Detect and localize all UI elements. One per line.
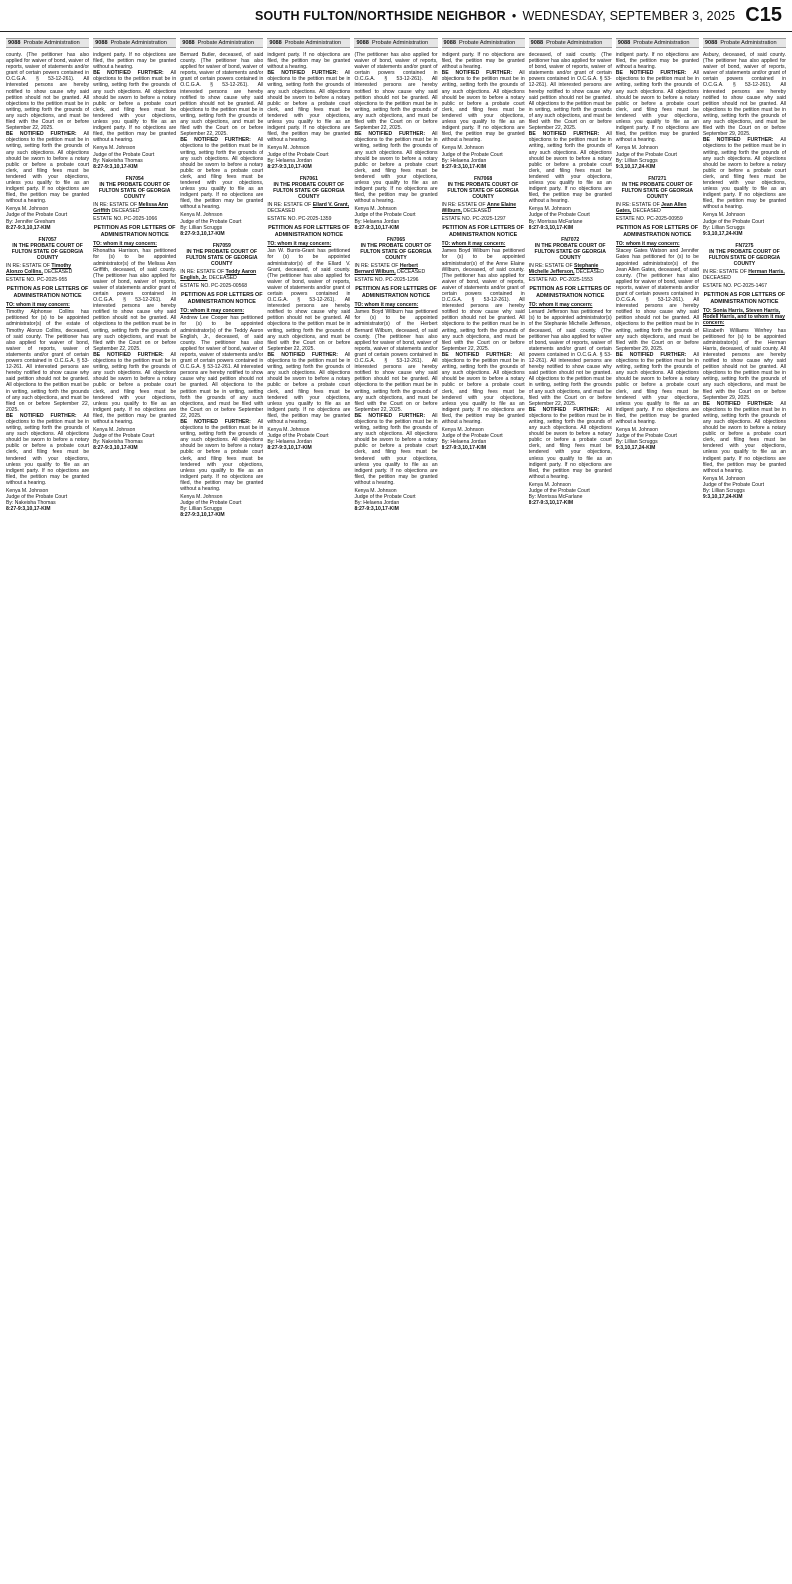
notice-text: indigent party. If no objections are filed, the petition may be granted without a hearing. xyxy=(615,52,699,71)
addressee-line: TO: whom it may concern: xyxy=(528,302,593,309)
objection-paragraph: BE NOTIFIED FURTHER: All objections to the petition must be in writing, setting forth the grounds of any such objections. All objections should be sworn to before a notary public or before a probate court clerk, and filing fees must be tendered with your objections, unless you qualify to file as an indigent party. If no objections are filed, the petition may be granted without a hearing. xyxy=(441,351,525,425)
notice-heading: FN7275 IN THE PROBATE COURT OF FULTON STATE OF GEORGIA COUNTY xyxy=(708,242,781,268)
notice-text: (The petitioner has also applied for waiver of bond, waiver of reports, waiver of statements and/or grant of certain powers contained in O.C.G.A. § 53-12-261). All interested persons are hereby notified to show cause why said petition should not be granted. All objections to the petition must be in writing, setting forth the grounds of any such objections, and must be filed with the Court on or before September 22, 2025. xyxy=(354,52,438,132)
objection-paragraph: BE NOTIFIED FURTHER: All objections to the petition must be in writing, setting forth the grounds of any such objections. All objections should be sworn to before a notary public or before a probate court clerk, and filing fees must be tendered with your objections, unless you qualify to file as an indigent party. If no objections are filed, the petition may be granted without a hearing. xyxy=(615,351,699,425)
notice-text: indigent party. If no objections are filed, the petition may be granted without a hearing. xyxy=(93,52,177,71)
estate-number: ESTATE NO. PC-2025-1296 xyxy=(354,277,419,284)
notice-body: Lenard Jefferson has petitioned for (s) to be appointed administrator(s) of the Stephanie Michelle Jefferson, deceased, of said county. (The petitioner has also applied for waiver of bond, waiver of reports, waiver of statements and/or grant of certain powers contained in O.C.G.A. § 53-12-261). All interested persons are hereby notified to show cause why said petition should not be granted. All objections to the petition must be in writing, setting forth the grounds of any such objections, and must be filed with the Court on or before September 22, 2025. xyxy=(528,309,612,407)
notice-heading: FN7061 IN THE PROBATE COURT OF FULTON STATE OF GEORGIA COUNTY xyxy=(273,175,345,201)
notice-signature: Kenya M. Johnson Judge of the Probate Court By: Jennifer Gresham 8:27-9:3,10,17-KIM xyxy=(6,206,68,231)
notice-continuation xyxy=(180,52,263,237)
decedent-name: Anne Elaine Wilburn, xyxy=(441,202,517,215)
objection-paragraph: BE NOTIFIED FURTHER: All objections to the petition must be in writing, setting forth the grounds of any such objections. All objections should be sworn to before a notary public or before a probate court clerk, and filing fees must be tendered with your objections, unless you qualify to file as an indigent party. If no objections are filed, the petition may be granted without a hearing. xyxy=(354,131,438,205)
objection-paragraph: BE NOTIFIED FURTHER: All objections to the petition must be in writing, setting forth the grounds of any such objections. All objections should be sworn to before a notary public or before a probate court clerk, and filing fees must be tendered with your objections, unless you qualify to file as an indigent party. If no objections are filed, the petition may be granted without a hearing. xyxy=(354,412,438,486)
estate-of: IN RE: ESTATE OF Jean Allen Gates, DECEASED xyxy=(615,202,687,215)
addressee-line: TO: whom it may concern: xyxy=(180,308,245,315)
notice xyxy=(529,237,612,507)
objection-paragraph: BE NOTIFIED FURTHER: All objections to the petition must be in writing, setting forth the grounds of any such objections. All objections should be sworn to before a notary public or before a probate court clerk, and filing fees must be tendered with your objections, unless you qualify to file as an indigent party. If no objections are filed, the petition may be granted without a hearing. xyxy=(6,412,90,486)
decedent-name: Melissa Ann Griffith xyxy=(93,202,169,215)
notice-column-3 xyxy=(180,38,263,1578)
addressee-line: TO: whom it may concern: xyxy=(6,302,70,309)
estate-of: IN RE: ESTATE OF Melissa Ann Griffith DECEASED xyxy=(93,202,169,215)
notice-signature: Kenya M. Johnson Judge of the Probate Court By: Helaena Jordan 8:27-9:3,10,17-KIM xyxy=(267,427,329,452)
notice-heading: FN7054 IN THE PROBATE COURT OF FULTON STATE OF GEORGIA COUNTY xyxy=(98,175,171,201)
notice-column-8 xyxy=(616,38,699,1578)
section-title: SOUTH FULTON/NORTHSIDE NEIGHBOR xyxy=(254,8,506,23)
estate-of: IN RE: ESTATE OF Anne Elaine Wilburn, DECEASED xyxy=(441,202,517,215)
estate-of: IN RE: ESTATE OF Herbert Bernard Wilburn, DECEASED xyxy=(354,263,426,276)
estate-of: IN RE: ESTATE OF Stephanie Michelle Jefferson, DECEASED xyxy=(528,263,604,276)
estate-number: ESTATE NO. PC-2025-1359 xyxy=(267,216,332,223)
notice-signature: Kenya M. Johnson Judge of the Probate Court By: Lillian Scruggs 9:3,10,17,24-KIM xyxy=(615,145,677,170)
estate-number: ESTATE NO. PC-2025-00568 xyxy=(180,283,248,290)
notice-signature: Kenya M. Johnson Judge of the Probate Court By: Helaena Jordan 8:27-9:3,10,17-KIM xyxy=(354,206,416,231)
petition-title: PETITION AS FOR LETTERS OF ADMINISTRATION NOTICE xyxy=(703,292,786,305)
notice-continuation xyxy=(6,52,89,231)
notice-signature: Kenya M. Johnson Judge of the Probate Court By: Helaena Jordan 8:27-9:3,10,17-KIM xyxy=(354,488,416,513)
notice xyxy=(354,237,437,513)
notice-body: Elizabeth Williams Winfrey has petitioned for (s) to be appointed administrator(s) of the Herman Harris, deceased, of said county. All interested persons are hereby notified to show cause why said petition should not be granted. All objections to the petition must be in writing, setting forth the grounds of any such objections, and must be filed with the Court on or before September 29, 2025. xyxy=(702,327,786,401)
notice-signature: Kenya M. Johnson Judge of the Probate Court By: Nakeisha Thomas 8:27-9:3,10,17-KIM xyxy=(93,427,155,452)
notice-signature: Kenya M. Johnson Judge of the Probate Court By: Lillian Scruggs 8:27-9:3,10,17-KIM xyxy=(180,494,242,519)
notice-column-5 xyxy=(354,38,437,1578)
notice xyxy=(442,176,525,452)
notice-heading: FN7068 IN THE PROBATE COURT OF FULTON STATE OF GEORGIA COUNTY xyxy=(447,175,519,201)
notice-continuation xyxy=(93,52,176,170)
notice-signature: Kenya M. Johnson Judge of the Probate Court By: Morrissa McFarlane 8:27-9:3,10,17-KIM xyxy=(528,481,590,507)
petition-title: PETITION AS FOR LETTERS OF ADMINISTRATION NOTICE xyxy=(355,286,437,299)
decedent-name: Ellard V. Grant, xyxy=(312,202,350,209)
notice-signature: Kenya M. Johnson Judge of the Probate Court By: Helaena Jordan 8:27-9:3,10,17-KIM xyxy=(267,145,329,170)
notice-heading: FN7271 IN THE PROBATE COURT OF FULTON STATE OF GEORGIA COUNTY xyxy=(621,175,694,201)
notice-signature: Kenya M. Johnson Judge of the Probate Court By: Morrissa McFarlane 8:27-9:3,10,17-KIM xyxy=(528,206,590,231)
decedent-name: Herbert Bernard Wilburn, xyxy=(354,263,418,276)
notice-continuation xyxy=(529,52,612,231)
page-header xyxy=(0,0,792,32)
addressee-line: TO: whom it may concern: xyxy=(354,302,419,309)
estate-number: ESTATE NO. PC-2025-1553 xyxy=(528,277,593,284)
objection-paragraph: BE NOTIFIED FURTHER: All objections to the petition must be in writing, setting forth the grounds of any such objections. All objections should be sworn to before a notary public or before a probate court clerk, and filing fees must be tendered with your objections, unless you qualify to file as an indigent party. If no objections are filed, the petition may be granted without a hearing. xyxy=(702,137,786,211)
notice-column-6 xyxy=(442,38,525,1578)
estate-of: IN RE: ESTATE OF Timothy Alonzo Collins, DECEASED xyxy=(6,263,73,276)
estate-number: ESTATE NO. PC-2025-955 xyxy=(6,277,68,284)
notice xyxy=(6,237,89,513)
estate-of: IN RE: ESTATE OF Ellard V. Grant, DECEASED xyxy=(267,202,350,215)
petition-title: PETITION AS FOR LETTERS OF ADMINISTRATION NOTICE xyxy=(180,292,263,305)
notice-continuation xyxy=(354,52,437,231)
decedent-name: Jean Allen Gates, xyxy=(615,202,687,215)
objection-paragraph: BE NOTIFIED FURTHER: All objections to the petition must be in writing, setting forth the grounds of any such objections. All objections should be sworn to before a notary public or before a probate court clerk, and filing fees must be tendered with your objections, unless you qualify to file as an indigent party. If no objections are filed, the petition may be granted without a hearing. xyxy=(267,70,351,144)
issue-date: WEDNESDAY, SEPTEMBER 3, 2025 xyxy=(522,8,736,23)
estate-number: ESTATE NO. PC-2025-1066 xyxy=(93,216,158,223)
notice-signature: Kenya M. Johnson Judge of the Probate Court By: Helaena Jordan 8:27-9:3,10,17-KIM xyxy=(441,427,503,452)
addressee-line: TO: Sonia Harris, Steven Harris, Rodell Harris, and to whom it may concern: xyxy=(702,308,785,327)
category-bar: 9088 Probate Administration xyxy=(267,38,350,48)
notice-signature: Kenya M. Johnson Judge of the Probate Court By: Helaena Jordan 8:27-9:3,10,17-KIM xyxy=(441,145,503,170)
notice-text: indigent party. If no objections are filed, the petition may be granted without a hearing. xyxy=(267,52,351,71)
category-bar: 9088 Probate Administration xyxy=(180,38,263,48)
objection-paragraph: BE NOTIFIED FURTHER: All objections to the petition must be in writing, setting forth the grounds of any such objections. All objections should be sworn to before a notary public or before a probate court clerk, and filing fees must be tendered with your objections, unless you qualify to file as an indigent party. If no objections are filed, the petition may be granted without a hearing. xyxy=(93,70,177,144)
notice-signature: Kenya M. Johnson Judge of the Probate Court By: Lillian Scruggs 9:3,10,17,24-KIM xyxy=(702,212,765,237)
category-bar: 9088 Probate Administration xyxy=(93,38,176,48)
notice xyxy=(703,243,786,500)
addressee-line: TO: whom it may concern: xyxy=(441,241,506,248)
notice-text: indigent party. If no objections are filed, the petition may be granted without a hearing. xyxy=(441,52,525,71)
notice-signature: Kenya M. Johnson Judge of the Probate Court By: Lillian Scruggs 9:3,10,17,24-KIM xyxy=(615,427,677,452)
category-bar: 9088 Probate Administration xyxy=(529,38,612,48)
addressee-line: TO: whom it may concern: xyxy=(93,241,157,248)
objection-paragraph: BE NOTIFIED FURTHER: All objections to the petition must be in writing, setting forth the grounds of any such objections. All objections should be sworn to before a notary public or before a probate court clerk, and filing fees must be tendered with your objections, unless you qualify to file as an indigent party. If no objections are filed, the petition may be granted without a hearing. xyxy=(267,351,351,425)
estate-of: IN RE: ESTATE OF Herman Harris, DECEASED xyxy=(702,269,785,282)
notice-body: Jan W. Burris-Grant has petitioned for (s) to be appointed administrator(s) of the Ellard V. Grant, deceased, of said county. (The petitioner has also applied for waiver of bond, waiver of reports, waiver of statements and/or grant of certain powers contained in O.C.G.A. § 53-12-261). All interested persons are hereby notified to show cause why said petition should not be granted. All objections to the petition must be in writing, setting forth the grounds of any such objections, and must be filed with the Court on or before September 22, 2025. xyxy=(267,248,351,352)
decedent-name: Herman Harris, xyxy=(748,269,785,276)
decedent-name: Stephanie Michelle Jefferson, xyxy=(528,263,599,276)
estate-number: ESTATE NO. PC-2025-1467 xyxy=(702,283,767,290)
estate-number: ESTATE NO. PC-2025-1297 xyxy=(441,216,506,223)
notice-text: Bernard Butler, deceased, of said county. (The petitioner has also applied for waiver of bond, waiver of reports, waiver of statements and/or grant of certain powers contained in O.C.G.A. § 53-12-261). All interested persons are hereby notified to show cause why said petition should not be granted. All objections to the petition must be in writing, setting forth the grounds of any such objections, and must be filed with the Court on or before September 22, 2025. xyxy=(180,52,264,138)
estate-of: IN RE: ESTATE OF Teddy Aaron English, Jr. DECEASED xyxy=(180,269,257,282)
notice-body: Stacey Gates Watson and Jennifer Gates has petitioned for (s) to be appointed administrator(s) of the Jean Allen Gates, deceased, of said county. (The petitioner has also applied for waiver of bond, waiver of reports, waiver of statements and/or grant of certain powers contained in O.C.G.A. § 53-12-261). All interested persons are hereby notified to show cause why said petition should not be granted. All objections to the petition must be in writing, setting forth the grounds of any such objections, and must be filed with the Court on or before September 29, 2025. xyxy=(615,248,699,352)
estate-number: ESTATE NO. PC-2025-00959 xyxy=(615,216,683,223)
notice-continuation xyxy=(442,52,525,170)
notice-heading: FN7065 IN THE PROBATE COURT OF FULTON STATE OF GEORGIA COUNTY xyxy=(360,236,432,261)
notice-continuation xyxy=(616,52,699,170)
petition-title: PETITION AS FOR LETTERS OF ADMINISTRATION NOTICE xyxy=(529,286,611,299)
objection-paragraph: BE NOTIFIED FURTHER: All objections to the petition must be in writing, setting forth the grounds of any such objections. All objections should be sworn to before a notary public or before a probate court clerk, and filing fees must be tendered with your objections, unless you qualify to file as an indigent party. If no objections are filed, the petition may be granted without a hearing. xyxy=(615,70,699,144)
notice-continuation xyxy=(703,52,786,237)
notice-text: deceased, of said county. (The petitioner has also applied for waiver of bond, waiver of reports, waiver of statements and/or grant of certain powers contained in O.C.G.A. § 53-12-261). All interested persons are hereby notified to show cause why said petition should not be granted. All objections to the petition must be in writing, setting forth the grounds of any such objections, and must be filed with the Court on or before September 22, 2025. xyxy=(528,52,612,132)
addressee-line: TO: whom it may concern: xyxy=(615,241,680,248)
notice-body: James Boyd Wilburn has petitioned for (s) to be appointed administrator(s) of the Herbert Bernard Wilburn, deceased, of said county. (The petitioner has also applied for waiver of bond, waiver of reports, waiver of statements and/or grant of certain powers contained in O.C.G.A. § 53-12-261). All interested persons are hereby notified to show cause why said petition should not be granted. All objections to the petition must be in writing, setting forth the grounds of any such objections, and must be filed with the Court on or before September 22, 2025. xyxy=(354,309,438,413)
notice xyxy=(93,176,176,452)
notice-column-1 xyxy=(6,38,89,1578)
notice-column-7 xyxy=(529,38,612,1578)
notice xyxy=(180,243,263,519)
petition-title: PETITION AS FOR LETTERS OF ADMINISTRATION NOTICE xyxy=(268,225,350,238)
objection-paragraph: BE NOTIFIED FURTHER: All objections to the petition must be in writing, setting forth the grounds of any such objections. All objections should be sworn to before a notary public or before a probate court clerk, and filing fees must be tendered with your objections, unless you qualify to file as an indigent party. If no objections are filed, the petition may be granted without a hearing. xyxy=(6,131,90,205)
page-number: C15 xyxy=(745,4,782,26)
notice-column-4 xyxy=(267,38,350,1578)
notice-text: Asbury, deceased, of said county. (The petitioner has also applied for waiver of bond, waiver of reports, waiver of statements and/or grant of certain powers contained in O.C.G.A. § 53-12-261). All interested persons are hereby notified to show cause why said petition should not be granted. All objections to the petition must be in writing, setting forth the grounds of any such objections, and must be filed with the Court on or before September 29, 2025. xyxy=(702,52,786,138)
addressee-line: TO: whom it may concern: xyxy=(267,241,332,248)
category-bar: 9088 Probate Administration xyxy=(6,38,89,48)
notice-signature: Kenya M. Johnson Judge of the Probate Court By: Lillian Scruggs 8:27-9:3,10,17-KIM xyxy=(180,212,242,237)
notice xyxy=(616,176,699,452)
objection-paragraph: BE NOTIFIED FURTHER: All objections to the petition must be in writing, setting forth the grounds of any such objections. All objections should be sworn to before a notary public or before a probate court clerk, and filing fees must be tendered with your objections, unless you qualify to file as an indigent party. If no objections are filed, the petition may be granted without a hearing. xyxy=(180,418,264,492)
notice-body: James Boyd Wilburn has petitioned for (s) to be appointed administrator(s) of the Anne Elaine Wilburn, deceased, of said county. (The petitioner has also applied for waiver of bond, waiver of reports, waiver of statements and/or grant of certain powers contained in O.C.G.A. § 53-12-261). All interested persons are hereby notified to show cause why said petition should not be granted. All objections to the petition must be in writing, setting forth the grounds of any such objections, and must be filed with the Court on or before September 22, 2025. xyxy=(441,248,525,352)
objection-paragraph: BE NOTIFIED FURTHER: All objections to the petition must be in writing, setting forth the grounds of any such objections. All objections should be sworn to before a notary public or before a probate court clerk, and filing fees must be tendered with your objections, unless you qualify to file as an indigent party. If no objections are filed, the petition may be granted without a hearing. xyxy=(702,400,786,474)
petition-title: PETITION AS FOR LETTERS OF ADMINISTRATION NOTICE xyxy=(442,225,524,238)
notice xyxy=(267,176,350,452)
notice-body: Timothy Alphonse Collins has petitioned for (s) to be appointed administrator(s) of the estate of Timothy Alonzo Collins, deceased, of said county. The petitioner has also applied for waiver of bond, waiver of reports, waiver of statements and/or grant of certain powers contained in O.C.G.A. § 53-12-261. All interested persons are hereby notified to show cause why said petition should not be granted. All objections to the petition must be in writing, setting forth the grounds of any such objections, and must be filed on or before September 22, 2025. xyxy=(6,309,90,413)
decedent-name: Timothy Alonzo Collins, xyxy=(6,263,72,276)
objection-paragraph: BE NOTIFIED FURTHER: All objections to the petition must be in writing, setting forth the grounds of any such objections. All objections should be sworn to before a notary public or before a probate court clerk, and filing fees must be tendered with your objections, unless you qualify to file as an indigent party. If no objections are filed, the petition may be granted without a hearing. xyxy=(180,137,264,211)
category-bar: 9088 Probate Administration xyxy=(703,38,786,48)
category-bar: 9088 Probate Administration xyxy=(442,38,525,48)
petition-title: PETITION AS FOR LETTERS OF ADMINISTRATION NOTICE xyxy=(616,225,699,238)
objection-paragraph: BE NOTIFIED FURTHER: All objections to the petition must be in writing, setting forth the grounds of any such objections. All objections should be sworn to before a notary public or before a probate court clerk, and filing fees must be tendered with your objections, unless you qualify to file as an indigent party. If no objections are filed, the petition may be granted without a hearing. xyxy=(528,406,612,480)
notice-signature: Kenya M. Johnson Judge of the Probate Court By: Nakeisha Thomas 8:27-9:3,10,17-KIM xyxy=(6,488,68,513)
notice-body: Andrew Lee Cooper has petitioned for (s) to be appointed administrator(s) of the Teddy Aaron English, Jr., deceased, of said county. The petitioner has also applied for waiver of bond, waiver of reports, waiver of statements and/or grant of certain powers contained in O.C.G.A. § 53-12-261. All interested persons are hereby notified to show cause why said petition should not be granted. All objections to the petition must be in writing, setting forth the grounds of any such objections, and must be filed with the Court on or before September 22, 2025. xyxy=(180,315,264,419)
notice-column-2 xyxy=(93,38,176,1578)
notice-heading: FN7059 IN THE PROBATE COURT OF FULTON STATE OF GEORGIA COUNTY xyxy=(186,242,258,268)
header-bullet: • xyxy=(511,8,517,23)
notice-text: county. (The petitioner has also applied for waiver of bond, waiver of reports, waiver of statements and/or grant of certain powers contained in O.C.G.A. § 53-12-261). All interested persons are hereby notified to show cause why said petition should not be granted. All objections to the petition must be in writing, setting forth the grounds of any such objections, and must be filed with the Court on or before September 22, 2025. xyxy=(6,52,90,132)
objection-paragraph: BE NOTIFIED FURTHER: All objections to the petition must be in writing, setting forth the grounds of any such objections. All objections should be sworn to before a notary public or before a probate court clerk, and filing fees must be tendered with your objections, unless you qualify to file as an indigent party. If no objections are filed, the petition may be granted without a hearing. xyxy=(93,351,177,425)
petition-title: PETITION AS FOR LETTERS OF ADMINISTRATION NOTICE xyxy=(6,286,89,299)
notice-signature: Kenya M. Johnson Judge of the Probate Court By: Lillian Scruggs 9:3,10,17,24-KIM xyxy=(702,475,765,501)
category-bar: 9088 Probate Administration xyxy=(616,38,699,48)
notice-body: Rhonatha Harrison, has petitioned for (s) to be appointed administrator(s) of the Melissa Ann Griffith, deceased, of said county. (The petitioner has also applied for waiver of bond, waiver of reports, waiver of statements and/or grant of certain powers contained in O.C.G.A. § 53-12-261). All interested persons are hereby notified to show cause why said petition should not be granted. All objections to the petition must be in writing, setting forth the grounds of any such objections, and must be filed with the Court on or before September 22, 2025. xyxy=(93,248,177,352)
objection-paragraph: BE NOTIFIED FURTHER: All objections to the petition must be in writing, setting forth the grounds of any such objections. All objections should be sworn to before a notary public or before a probate court clerk, and filing fees must be tendered with your objections, unless you qualify to file as an indigent party. If no objections are filed, the petition may be granted without a hearing. xyxy=(441,70,525,144)
notice-continuation xyxy=(267,52,350,170)
petition-title: PETITION AS FOR LETTERS OF ADMINISTRATION NOTICE xyxy=(93,225,176,238)
notice-heading: FN7057 IN THE PROBATE COURT OF FULTON STATE OF GEORGIA COUNTY xyxy=(11,236,84,261)
decedent-name: Teddy Aaron English, Jr. xyxy=(180,269,257,282)
notice-column-9 xyxy=(703,38,786,1578)
legal-notice-columns xyxy=(6,38,786,1578)
objection-paragraph: BE NOTIFIED FURTHER: All objections to the petition must be in writing, setting forth the grounds of any such objections. All objections should be sworn to before a notary public or before a probate court clerk, and filing fees must be tendered with your objections, unless you qualify to file as an indigent party. If no objections are filed, the petition may be granted without a hearing. xyxy=(528,131,612,205)
notice-signature: Kenya M. Johnson Judge of the Probate Court By: Nakeisha Thomas 8:27-9:3,10,17-KIM xyxy=(93,145,155,170)
notice-heading: FN7072 IN THE PROBATE COURT OF FULTON STATE OF GEORGIA COUNTY xyxy=(534,236,606,261)
category-bar: 9088 Probate Administration xyxy=(354,38,437,48)
